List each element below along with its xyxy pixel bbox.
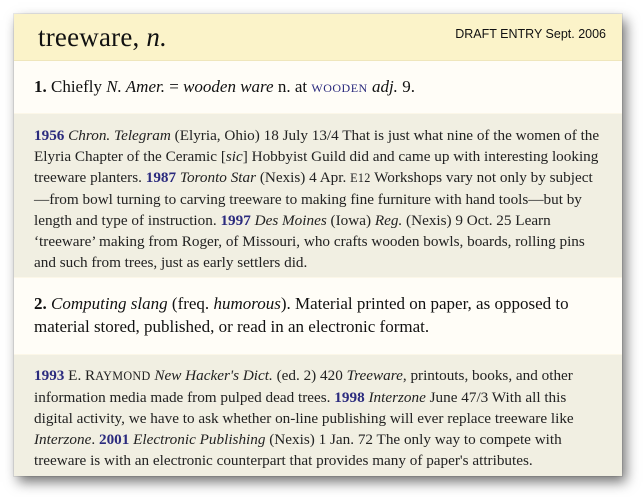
- quote-sic: sic: [225, 148, 243, 165]
- quote-text: With all this digital activity, we have to ask whether on-line publishing will ever replace treeware like: [34, 389, 574, 427]
- quote-text: ] Hobbyist Guild did and came up with interesting looking treeware planters.: [34, 148, 599, 186]
- quote-source: New Hacker's Dict.: [154, 367, 273, 384]
- quote-author: [85, 367, 151, 384]
- quote-author-first: R: [85, 367, 96, 384]
- quote-year: 1987: [145, 169, 177, 186]
- frequency-close: ).: [280, 294, 291, 313]
- quote-details: June 47/3: [429, 389, 489, 406]
- quote-text: The only way to compete with treeware is with an electronic counterpart that provides many of paper's attributes.: [34, 431, 562, 469]
- frequency-open: (freq.: [171, 294, 210, 313]
- quote-year: 2001: [98, 431, 130, 448]
- quotation-paragraph: [34, 365, 606, 471]
- headword: [38, 22, 167, 53]
- quote-author-initial: E.: [68, 367, 82, 384]
- headword-text: treeware,: [38, 22, 140, 52]
- usage-label: Computing slang: [51, 294, 168, 313]
- equals-sign: =: [169, 77, 179, 96]
- quote-term: Interzone: [34, 431, 92, 448]
- quote-year: 1956: [34, 127, 65, 144]
- quote-author-rest: AYMOND: [95, 369, 151, 383]
- entry-header: [14, 14, 622, 61]
- quote-source: Electronic Publishing: [133, 431, 266, 448]
- quote-year: 1997: [220, 212, 251, 229]
- quote-source: Reg.: [374, 212, 403, 229]
- quote-details: (Nexis) 4 Apr.: [259, 169, 347, 186]
- quotation-paragraph: [34, 125, 606, 273]
- quote-text: , printouts, books, and other information media made from pulped dead trees.: [34, 367, 573, 406]
- equivalent-term: wooden ware: [183, 77, 274, 96]
- sense-1: [14, 61, 622, 113]
- cross-reference-pos: adj.: [371, 77, 398, 96]
- region-label: N. Amer.: [106, 77, 165, 96]
- quote-details: (ed. 2) 420: [276, 367, 343, 384]
- quote-term: Treeware: [346, 367, 403, 384]
- quote-text: That is just what nine of the women of the Elyria Chapter of the Ceramic [: [34, 127, 600, 165]
- dictionary-entry-card: [14, 14, 622, 476]
- quote-source: Toronto Star: [179, 169, 257, 186]
- quote-text: Learn ‘treeware’ making from Roger, of Missouri, who crafts wooden bowls, boards, rolling pins and such from trees, just as early settlers did.: [34, 212, 585, 271]
- quote-page: E12: [350, 171, 371, 185]
- quote-year: 1998: [334, 389, 365, 406]
- quote-details: (Nexis) 1 Jan. 72: [269, 431, 374, 448]
- quote-details: (Iowa): [330, 212, 372, 229]
- quote-source: Chron. Telegram: [68, 127, 171, 144]
- sense-2: [14, 278, 622, 354]
- quote-year: 1993: [34, 367, 65, 384]
- quote-source: Des Moines: [254, 212, 327, 229]
- quote-text: .: [91, 431, 96, 448]
- quote-text: Workshops vary not only by subject—from bowl turning to carving treeware to making fine furniture with hand tools—but by length and type of instruction.: [34, 169, 593, 229]
- equivalent-pos: n. at: [277, 77, 308, 96]
- quote-source: Interzone: [368, 389, 426, 406]
- sense-number: 2.: [34, 294, 47, 313]
- quote-details: (Nexis) 9 Oct. 25: [406, 212, 512, 229]
- quote-details: (Elyria, Ohio) 18 July 13/4: [174, 127, 339, 144]
- cross-reference-sense: 9.: [402, 77, 415, 96]
- definition-text: Material printed on paper, as opposed to material stored, published, or read in an electronic format.: [34, 294, 569, 336]
- quotations-sense-2: [14, 355, 622, 476]
- draft-status: DRAFT ENTRY Sept. 2006: [455, 27, 606, 41]
- frequency-label: humorous: [213, 294, 281, 313]
- part-of-speech: n.: [146, 22, 168, 52]
- cross-reference-link[interactable]: WOODEN: [311, 81, 368, 95]
- usage-label: Chiefly: [51, 77, 102, 96]
- sense-number: 1.: [34, 77, 47, 96]
- quotations-sense-1: [14, 114, 622, 277]
